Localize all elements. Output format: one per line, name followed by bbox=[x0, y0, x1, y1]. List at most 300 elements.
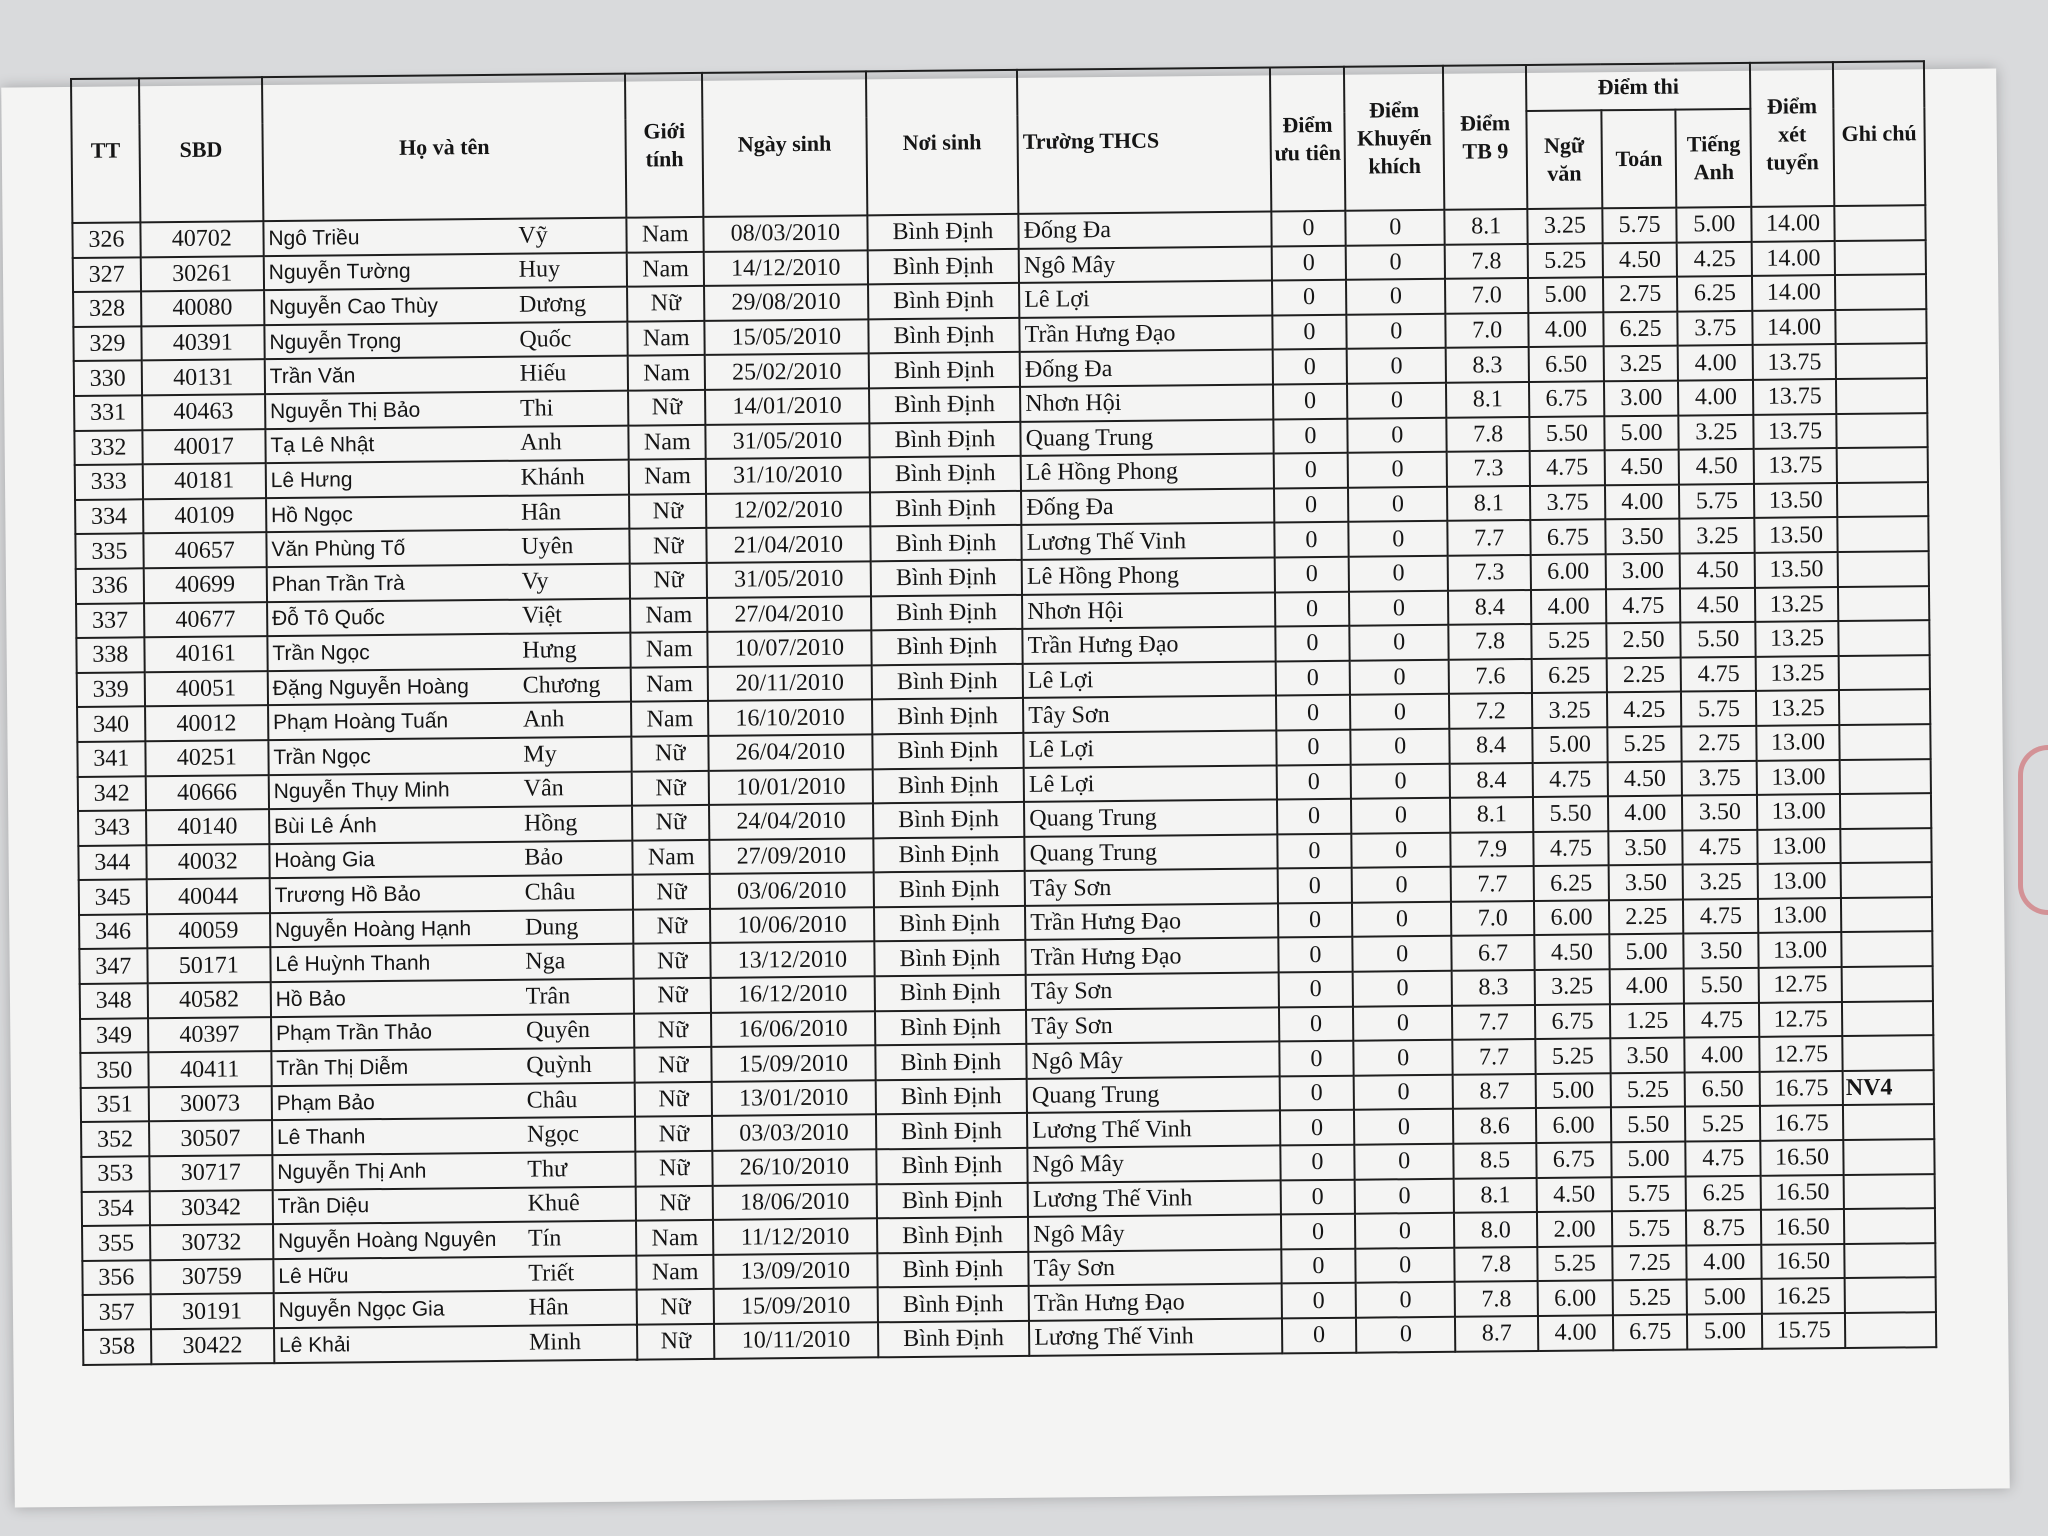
cell-truong: Tây Sơn bbox=[1028, 1249, 1281, 1286]
cell-truong: Đống Đa bbox=[1020, 350, 1273, 387]
cell-uu-tien: 0 bbox=[1272, 280, 1347, 315]
ten-text: Châu bbox=[526, 1086, 578, 1114]
cell-xet-tuyen: 13.25 bbox=[1756, 690, 1839, 725]
cell-tieng-anh: 3.75 bbox=[1678, 311, 1753, 346]
cell-sbd: 30191 bbox=[150, 1294, 274, 1330]
cell-xet-tuyen: 13.75 bbox=[1754, 448, 1837, 483]
header-diem-thi: Điểm thi bbox=[1526, 63, 1751, 111]
cell-xet-tuyen: 13.00 bbox=[1758, 863, 1841, 898]
cell-noi-sinh: Bình Định bbox=[877, 1217, 1029, 1253]
cell-noi-sinh: Bình Định bbox=[869, 387, 1021, 423]
ten-text: Anh bbox=[522, 706, 565, 733]
cell-gioi-tinh: Nữ bbox=[634, 978, 711, 1013]
ho-text: Trần Văn bbox=[269, 364, 356, 389]
ho-text: Lê Hưng bbox=[270, 468, 353, 493]
ten-text: Uyên bbox=[521, 533, 574, 560]
cell-ngu-van: 4.75 bbox=[1530, 450, 1605, 485]
cell-name bbox=[271, 1048, 635, 1086]
cell-toan: 5.00 bbox=[1604, 415, 1679, 450]
cell-xet-tuyen: 13.50 bbox=[1755, 552, 1838, 587]
cell-xet-tuyen: 12.75 bbox=[1759, 967, 1842, 1002]
cell-tb9: 7.6 bbox=[1449, 659, 1532, 694]
cell-name bbox=[273, 1186, 637, 1224]
cell-xet-tuyen: 16.50 bbox=[1761, 1175, 1844, 1210]
cell-tt: 351 bbox=[81, 1087, 149, 1122]
cell-tieng-anh: 2.75 bbox=[1682, 726, 1757, 761]
cell-tb9: 8.1 bbox=[1447, 486, 1530, 521]
cell-ghi-chu bbox=[1839, 689, 1930, 724]
cell-uu-tien: 0 bbox=[1278, 903, 1353, 938]
cell-noi-sinh: Bình Định bbox=[876, 1113, 1028, 1149]
cell-khuyen-khich: 0 bbox=[1350, 625, 1449, 661]
ho-text: Nguyễn Hoàng Hạnh bbox=[274, 916, 472, 942]
cell-noi-sinh: Bình Định bbox=[867, 248, 1019, 284]
cell-gioi-tinh: Nữ bbox=[632, 770, 709, 805]
cell-tieng-anh: 5.75 bbox=[1679, 484, 1754, 519]
cell-tt: 346 bbox=[79, 914, 147, 949]
cell-ngu-van: 5.25 bbox=[1535, 1039, 1610, 1074]
cell-name bbox=[271, 979, 635, 1017]
cell-xet-tuyen: 16.50 bbox=[1760, 1140, 1843, 1175]
cell-xet-tuyen: 13.50 bbox=[1754, 483, 1837, 518]
cell-xet-tuyen: 13.75 bbox=[1753, 344, 1836, 379]
cell-tb9: 6.7 bbox=[1452, 935, 1535, 970]
cell-truong: Nhơn Hội bbox=[1022, 592, 1275, 629]
cell-truong: Lương Thế Vinh bbox=[1028, 1180, 1281, 1217]
ho-text: Trần Ngọc bbox=[273, 744, 371, 769]
ten-text: Trân bbox=[525, 983, 571, 1010]
ten-text: Thi bbox=[519, 395, 554, 422]
cell-gioi-tinh: Nữ bbox=[633, 909, 710, 944]
cell-ngay-sinh: 13/01/2010 bbox=[712, 1080, 876, 1116]
ho-text: Hồ Bảo bbox=[275, 987, 346, 1011]
cell-khuyen-khich: 0 bbox=[1346, 210, 1445, 246]
ho-text: Nguyễn Thị Bảo bbox=[269, 398, 421, 423]
cell-sbd: 40044 bbox=[146, 878, 270, 914]
cell-tieng-anh: 8.75 bbox=[1686, 1210, 1761, 1245]
cell-uu-tien: 0 bbox=[1273, 453, 1348, 488]
cell-tieng-anh: 3.25 bbox=[1683, 864, 1758, 899]
cell-ngu-van: 5.25 bbox=[1528, 243, 1603, 278]
cell-ngay-sinh: 27/04/2010 bbox=[707, 596, 871, 632]
cell-tb9: 7.0 bbox=[1445, 278, 1528, 313]
cell-khuyen-khich: 0 bbox=[1348, 417, 1447, 453]
header-ho-va-ten: Họ và tên bbox=[262, 74, 627, 221]
cell-toan: 4.00 bbox=[1608, 796, 1683, 831]
cell-khuyen-khich: 0 bbox=[1348, 487, 1447, 523]
cell-gioi-tinh: Nam bbox=[631, 667, 708, 702]
cell-ngay-sinh: 21/04/2010 bbox=[706, 527, 870, 563]
cell-uu-tien: 0 bbox=[1275, 591, 1350, 626]
cell-sbd: 40017 bbox=[142, 429, 266, 465]
cell-toan: 2.25 bbox=[1606, 657, 1681, 692]
cell-ngay-sinh: 14/12/2010 bbox=[704, 250, 868, 286]
cell-xet-tuyen: 13.00 bbox=[1759, 933, 1842, 968]
cell-toan: 3.25 bbox=[1603, 346, 1678, 381]
cell-name bbox=[265, 391, 629, 429]
ho-text: Trần Thị Diễm bbox=[276, 1055, 409, 1081]
cell-xet-tuyen: 16.50 bbox=[1761, 1244, 1844, 1279]
cell-xet-tuyen: 16.75 bbox=[1760, 1105, 1843, 1140]
cell-ngu-van: 5.25 bbox=[1531, 623, 1606, 658]
cell-tieng-anh: 4.50 bbox=[1680, 553, 1755, 588]
cell-khuyen-khich: 0 bbox=[1352, 832, 1451, 868]
cell-tt: 347 bbox=[79, 949, 147, 984]
cell-tb9: 7.8 bbox=[1455, 1247, 1538, 1282]
cell-tieng-anh: 3.50 bbox=[1684, 933, 1759, 968]
cell-uu-tien: 0 bbox=[1279, 1076, 1354, 1111]
cell-xet-tuyen: 14.00 bbox=[1752, 241, 1835, 276]
cell-sbd: 40699 bbox=[143, 567, 267, 603]
cell-noi-sinh: Bình Định bbox=[873, 802, 1025, 838]
cell-noi-sinh: Bình Định bbox=[873, 837, 1025, 873]
cell-truong: Trần Hưng Đạo bbox=[1022, 627, 1275, 664]
cell-ngu-van: 6.00 bbox=[1536, 1108, 1611, 1143]
cell-ngay-sinh: 15/09/2010 bbox=[714, 1288, 878, 1324]
cell-gioi-tinh: Nam bbox=[627, 252, 704, 287]
cell-truong: Lê Lợi bbox=[1023, 730, 1276, 767]
cell-khuyen-khich: 0 bbox=[1347, 383, 1446, 419]
cell-tieng-anh: 5.75 bbox=[1681, 691, 1756, 726]
cell-ngay-sinh: 10/11/2010 bbox=[714, 1322, 878, 1358]
cell-tieng-anh: 4.50 bbox=[1679, 449, 1754, 484]
cell-sbd: 30759 bbox=[150, 1259, 274, 1295]
cell-xet-tuyen: 12.75 bbox=[1760, 1036, 1843, 1071]
cell-ngu-van: 3.75 bbox=[1530, 485, 1605, 520]
cell-ngu-van: 6.75 bbox=[1536, 1142, 1611, 1177]
cell-name bbox=[270, 944, 634, 982]
cell-tb9: 8.5 bbox=[1454, 1143, 1537, 1178]
cell-toan: 4.00 bbox=[1609, 969, 1684, 1004]
cell-toan: 2.25 bbox=[1609, 899, 1684, 934]
cell-gioi-tinh: Nữ bbox=[635, 1047, 712, 1082]
cell-sbd: 40463 bbox=[142, 394, 266, 430]
cell-ghi-chu bbox=[1844, 1208, 1935, 1243]
cell-sbd: 40032 bbox=[146, 844, 270, 880]
cell-ngay-sinh: 26/10/2010 bbox=[712, 1149, 876, 1185]
header-tieng-anh: Tiếng Anh bbox=[1676, 109, 1752, 208]
cell-truong: Ngô Mây bbox=[1019, 246, 1272, 283]
cell-khuyen-khich: 0 bbox=[1349, 556, 1448, 592]
cell-ngu-van: 6.00 bbox=[1538, 1281, 1613, 1316]
cell-toan: 5.75 bbox=[1602, 208, 1677, 243]
cell-tb9: 7.7 bbox=[1453, 1039, 1536, 1074]
ten-text: Quỳnh bbox=[526, 1052, 592, 1079]
cell-tieng-anh: 4.75 bbox=[1681, 657, 1756, 692]
cell-xet-tuyen: 14.00 bbox=[1753, 310, 1836, 345]
cell-ngu-van: 6.25 bbox=[1534, 866, 1609, 901]
cell-tieng-anh: 5.00 bbox=[1677, 207, 1752, 242]
cell-truong: Trần Hưng Đạo bbox=[1025, 903, 1278, 940]
cell-name bbox=[264, 252, 628, 290]
cell-truong: Trần Hưng Đạo bbox=[1029, 1284, 1282, 1321]
cell-toan: 4.00 bbox=[1605, 484, 1680, 519]
cell-tieng-anh: 5.00 bbox=[1687, 1314, 1762, 1349]
cell-tt: 331 bbox=[74, 395, 142, 430]
cell-gioi-tinh: Nam bbox=[628, 321, 705, 356]
cell-ngu-van: 3.25 bbox=[1527, 208, 1602, 243]
cell-tt: 356 bbox=[82, 1260, 150, 1295]
cell-ngay-sinh: 12/02/2010 bbox=[706, 492, 870, 528]
cell-toan: 2.75 bbox=[1603, 277, 1678, 312]
ten-text: Dung bbox=[524, 913, 579, 941]
cell-noi-sinh: Bình Định bbox=[867, 214, 1019, 250]
cell-tt: 335 bbox=[75, 534, 143, 569]
ho-text: Trương Hồ Bảo bbox=[274, 882, 421, 908]
cell-tieng-anh: 3.25 bbox=[1680, 518, 1755, 553]
cell-sbd: 40051 bbox=[144, 671, 268, 707]
cell-tb9: 7.0 bbox=[1451, 901, 1534, 936]
cell-toan: 5.00 bbox=[1611, 1142, 1686, 1177]
cell-tt: 355 bbox=[82, 1226, 150, 1261]
cell-name bbox=[269, 840, 633, 878]
ho-text: Nguyễn Trọng bbox=[269, 329, 402, 354]
cell-xet-tuyen: 13.00 bbox=[1757, 794, 1840, 829]
cell-name bbox=[274, 1325, 638, 1363]
cell-ghi-chu bbox=[1837, 447, 1928, 482]
cell-toan: 5.00 bbox=[1609, 934, 1684, 969]
cell-truong: Tây Sơn bbox=[1026, 973, 1279, 1010]
cell-sbd: 40666 bbox=[145, 775, 269, 811]
cell-ngay-sinh: 16/10/2010 bbox=[708, 700, 872, 736]
cell-ghi-chu bbox=[1843, 1105, 1934, 1140]
cell-ngay-sinh: 26/04/2010 bbox=[708, 734, 872, 770]
cell-tieng-anh: 4.00 bbox=[1678, 380, 1753, 415]
cell-noi-sinh: Bình Định bbox=[871, 629, 1023, 665]
cell-xet-tuyen: 13.75 bbox=[1753, 379, 1836, 414]
cell-ngay-sinh: 29/08/2010 bbox=[704, 285, 868, 321]
cell-noi-sinh: Bình Định bbox=[877, 1286, 1029, 1322]
cell-tt: 334 bbox=[75, 499, 143, 534]
admission-score-table bbox=[70, 60, 1937, 1365]
cell-ghi-chu bbox=[1836, 413, 1927, 448]
cell-name bbox=[269, 806, 633, 844]
cell-tb9: 7.3 bbox=[1448, 555, 1531, 590]
ten-text: Minh bbox=[528, 1328, 582, 1356]
cell-uu-tien: 0 bbox=[1280, 1110, 1355, 1145]
cell-toan: 5.75 bbox=[1612, 1211, 1687, 1246]
cell-ngu-van: 4.00 bbox=[1531, 589, 1606, 624]
cell-ngay-sinh: 11/12/2010 bbox=[713, 1219, 877, 1255]
cell-ngay-sinh: 15/09/2010 bbox=[711, 1046, 875, 1082]
cell-tt: 352 bbox=[81, 1122, 149, 1157]
cell-tb9: 8.1 bbox=[1445, 209, 1528, 244]
cell-ghi-chu bbox=[1841, 862, 1932, 897]
ten-text: Bảo bbox=[524, 844, 564, 872]
cell-tb9: 8.4 bbox=[1448, 590, 1531, 625]
cell-noi-sinh: Bình Định bbox=[871, 664, 1023, 700]
cell-xet-tuyen: 13.50 bbox=[1755, 517, 1838, 552]
ho-text: Lê Huỳnh Thanh bbox=[275, 951, 431, 977]
cell-tt: 333 bbox=[75, 464, 143, 499]
cell-gioi-tinh: Nữ bbox=[635, 1082, 712, 1117]
header-diem-tb9: Điểm TB 9 bbox=[1443, 65, 1527, 210]
cell-ghi-chu bbox=[1844, 1174, 1935, 1209]
cell-tt: 336 bbox=[76, 568, 144, 603]
cell-toan: 1.25 bbox=[1610, 1003, 1685, 1038]
cell-tb9: 7.3 bbox=[1447, 451, 1530, 486]
cell-tieng-anh: 5.25 bbox=[1685, 1106, 1760, 1141]
cell-uu-tien: 0 bbox=[1275, 660, 1350, 695]
ho-text: Văn Phùng Tố bbox=[271, 536, 406, 562]
ho-text: Đỗ Tô Quốc bbox=[271, 606, 385, 631]
cell-sbd: 30073 bbox=[148, 1086, 272, 1122]
cell-ghi-chu bbox=[1837, 482, 1928, 517]
cell-tieng-anh: 5.50 bbox=[1681, 622, 1756, 657]
cell-xet-tuyen: 13.25 bbox=[1756, 656, 1839, 691]
cell-xet-tuyen: 13.75 bbox=[1754, 414, 1837, 449]
cell-toan: 7.25 bbox=[1612, 1245, 1687, 1280]
cell-toan: 3.00 bbox=[1605, 554, 1680, 589]
cell-ngu-van: 2.00 bbox=[1537, 1211, 1612, 1246]
cell-uu-tien: 0 bbox=[1272, 349, 1347, 384]
ten-text: Quyên bbox=[525, 1017, 591, 1045]
header-noi-sinh: Nơi sinh bbox=[866, 70, 1019, 215]
cell-noi-sinh: Bình Định bbox=[868, 352, 1020, 388]
cell-gioi-tinh: Nam bbox=[630, 597, 707, 632]
cell-ghi-chu bbox=[1842, 966, 1933, 1001]
cell-khuyen-khich: 0 bbox=[1349, 590, 1448, 626]
cell-sbd: 40397 bbox=[148, 1017, 272, 1053]
cell-ngay-sinh: 03/06/2010 bbox=[710, 873, 874, 909]
cell-name bbox=[266, 460, 630, 498]
cell-ghi-chu bbox=[1841, 897, 1932, 932]
cell-tt: 338 bbox=[76, 637, 144, 672]
cell-uu-tien: 0 bbox=[1274, 522, 1349, 557]
cell-ghi-chu bbox=[1843, 1139, 1934, 1174]
cell-truong: Lương Thế Vinh bbox=[1027, 1111, 1280, 1148]
cell-tb9: 7.7 bbox=[1448, 520, 1531, 555]
cell-khuyen-khich: 0 bbox=[1355, 1144, 1454, 1180]
cell-khuyen-khich: 0 bbox=[1354, 1040, 1453, 1076]
ho-text: Ngô Triều bbox=[268, 226, 360, 250]
cell-name bbox=[270, 875, 634, 913]
cell-ngu-van: 5.50 bbox=[1533, 796, 1608, 831]
cell-truong: Lương Thế Vinh bbox=[1029, 1318, 1282, 1355]
cell-noi-sinh: Bình Định bbox=[875, 1044, 1027, 1080]
cell-uu-tien: 0 bbox=[1271, 211, 1346, 246]
cell-tb9: 8.1 bbox=[1450, 797, 1533, 832]
cell-tieng-anh: 4.75 bbox=[1684, 1002, 1759, 1037]
cell-name bbox=[272, 1117, 636, 1155]
cell-tt: 330 bbox=[74, 361, 142, 396]
cell-name bbox=[269, 771, 633, 809]
cell-uu-tien: 0 bbox=[1273, 418, 1348, 453]
document-sheet bbox=[70, 60, 1937, 1365]
cell-toan: 6.25 bbox=[1603, 311, 1678, 346]
cell-tieng-anh: 4.00 bbox=[1678, 345, 1753, 380]
cell-uu-tien: 0 bbox=[1282, 1318, 1357, 1353]
ten-text: Hân bbox=[520, 498, 562, 526]
cell-tieng-anh: 3.75 bbox=[1682, 760, 1757, 795]
cell-tb9: 7.9 bbox=[1451, 832, 1534, 867]
cell-khuyen-khich: 0 bbox=[1350, 660, 1449, 696]
cell-ngay-sinh: 08/03/2010 bbox=[703, 215, 867, 251]
cell-noi-sinh: Bình Định bbox=[875, 1079, 1027, 1115]
cell-toan: 4.25 bbox=[1607, 692, 1682, 727]
cell-toan: 3.50 bbox=[1610, 1038, 1685, 1073]
cell-gioi-tinh: Nữ bbox=[629, 494, 706, 529]
cell-khuyen-khich: 0 bbox=[1350, 694, 1449, 730]
cell-xet-tuyen: 14.00 bbox=[1752, 275, 1835, 310]
cell-name bbox=[272, 1082, 636, 1120]
cell-uu-tien: 0 bbox=[1276, 730, 1351, 765]
cell-truong: Đống Đa bbox=[1018, 211, 1271, 248]
cell-khuyen-khich: 0 bbox=[1354, 1075, 1453, 1111]
cell-khuyen-khich: 0 bbox=[1353, 971, 1452, 1007]
cell-ghi-chu bbox=[1845, 1278, 1936, 1313]
cell-tt: 348 bbox=[80, 983, 148, 1018]
cell-uu-tien: 0 bbox=[1277, 799, 1352, 834]
cell-sbd: 40251 bbox=[145, 740, 269, 776]
cell-tb9: 8.3 bbox=[1452, 970, 1535, 1005]
ho-text: Phan Trần Trà bbox=[271, 571, 405, 596]
cell-gioi-tinh: Nam bbox=[631, 701, 708, 736]
ho-text: Bùi Lê Ánh bbox=[273, 813, 377, 838]
cell-name bbox=[273, 1221, 637, 1259]
cell-gioi-tinh: Nữ bbox=[630, 528, 707, 563]
cell-uu-tien: 0 bbox=[1274, 487, 1349, 522]
cell-gioi-tinh: Nam bbox=[629, 424, 706, 459]
cell-uu-tien: 0 bbox=[1281, 1283, 1356, 1318]
cell-truong: Lê Hồng Phong bbox=[1021, 454, 1274, 491]
cell-truong: Lê Lợi bbox=[1019, 281, 1272, 318]
cell-ghi-chu bbox=[1838, 586, 1929, 621]
cell-khuyen-khich: 0 bbox=[1347, 314, 1446, 350]
cell-ngu-van: 4.50 bbox=[1534, 935, 1609, 970]
cell-gioi-tinh: Nam bbox=[627, 217, 704, 252]
cell-tb9: 8.1 bbox=[1454, 1178, 1537, 1213]
cell-tt: 342 bbox=[78, 776, 146, 811]
cell-ngu-van: 5.50 bbox=[1529, 416, 1604, 451]
cell-toan: 5.25 bbox=[1610, 1072, 1685, 1107]
cell-uu-tien: 0 bbox=[1280, 1179, 1355, 1214]
ten-text: Tín bbox=[527, 1225, 562, 1252]
cell-xet-tuyen: 13.00 bbox=[1758, 829, 1841, 864]
cell-uu-tien: 0 bbox=[1272, 315, 1347, 350]
header-ngu-van: Ngữ văn bbox=[1526, 110, 1602, 209]
cell-khuyen-khich: 0 bbox=[1353, 936, 1452, 972]
cell-khuyen-khich: 0 bbox=[1352, 902, 1451, 938]
cell-gioi-tinh: Nữ bbox=[628, 390, 705, 425]
cell-noi-sinh: Bình Định bbox=[868, 318, 1020, 354]
cell-tt: 345 bbox=[79, 880, 147, 915]
cell-uu-tien: 0 bbox=[1281, 1214, 1356, 1249]
cell-khuyen-khich: 0 bbox=[1351, 729, 1450, 765]
cell-name bbox=[270, 910, 634, 948]
cell-tb9: 7.0 bbox=[1446, 313, 1529, 348]
cell-ngu-van: 6.25 bbox=[1532, 658, 1607, 693]
cell-gioi-tinh: Nữ bbox=[630, 563, 707, 598]
cell-gioi-tinh: Nữ bbox=[634, 943, 711, 978]
header-sbd: SBD bbox=[139, 77, 264, 222]
cell-ngay-sinh: 10/01/2010 bbox=[709, 769, 873, 805]
cell-tt: 357 bbox=[83, 1295, 151, 1330]
cell-noi-sinh: Bình Định bbox=[872, 698, 1024, 734]
cell-khuyen-khich: 0 bbox=[1346, 279, 1445, 315]
cell-ghi-chu bbox=[1835, 309, 1926, 344]
cell-tieng-anh: 3.50 bbox=[1682, 795, 1757, 830]
cell-ngu-van: 4.75 bbox=[1533, 762, 1608, 797]
ho-text: Hồ Ngọc bbox=[270, 502, 353, 527]
cell-tt: 354 bbox=[82, 1191, 150, 1226]
red-seal-stamp bbox=[2018, 745, 2048, 915]
ten-text: Khuê bbox=[527, 1190, 580, 1218]
cell-ngay-sinh: 25/02/2010 bbox=[705, 354, 869, 390]
cell-uu-tien: 0 bbox=[1279, 1006, 1354, 1041]
cell-tb9: 8.7 bbox=[1453, 1074, 1536, 1109]
cell-truong: Tây Sơn bbox=[1023, 696, 1276, 733]
